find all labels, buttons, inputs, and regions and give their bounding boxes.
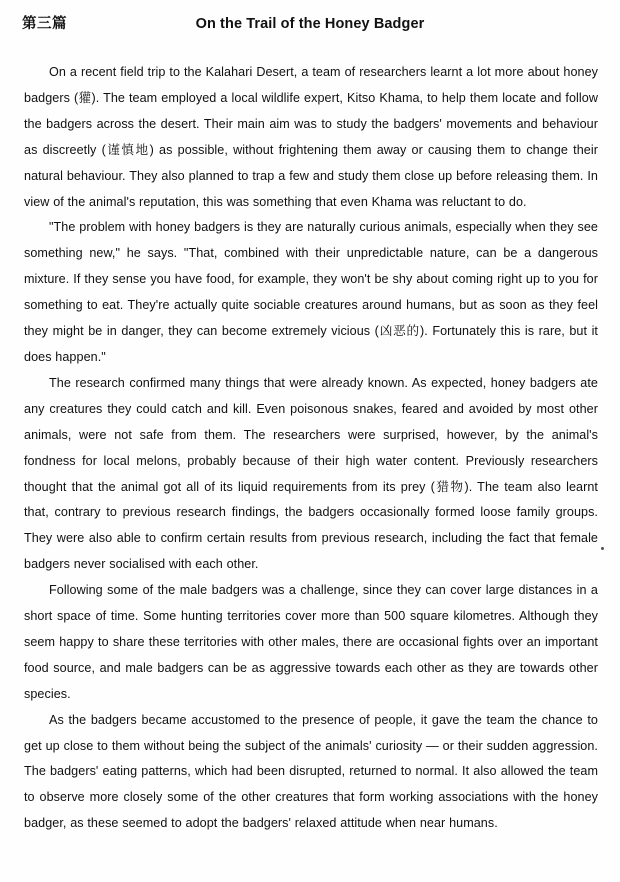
section-label: 第三篇 [22, 16, 67, 32]
paragraph: Following some of the male badgers was a challenge, since they can cover large distances in a short space of time. Some hunting territories cover more than 500 square kilometres. Although they seem happy to share these territories with other males, there are occasional fights over an important food source, and male badgers can be as aggressive towards each other as they are towards other species. [24, 583, 598, 701]
scan-artifact-speck [601, 547, 604, 550]
article-body [24, 60, 598, 837]
page-title: On the Trail of the Honey Badger [195, 16, 425, 32]
paragraph: "The problem with honey badgers is they are naturally curious animals, especially when they see something new," he says. "That, combined with their unpredictable nature, can be a dangerous mixture. If they sense you have food, for example, they won't be shy about coming right up to you for something to eat. They're actually quite sociable creatures around humans, but as soon as they feel they might be in danger, they can become extremely vicious (凶恶的). Fortunately this is rare, but it does happen." [24, 220, 598, 364]
page-header [0, 14, 620, 40]
paragraph: On a recent field trip to the Kalahari Desert, a team of researchers learnt a lot more about honey badgers (獾). The team employed a local wildlife expert, Kitso Khama, to help them locate and follow the badgers across the desert. Their main aim was to study the badgers' movements and behaviour as discreetly (谨慎地) as possible, without frightening them away or causing them to change their natural behaviour. They also planned to trap a few and study them close up before releasing them. In view of the animal's reputation, this was something that even Khama was reluctant to do. [24, 65, 598, 209]
paragraph: As the badgers became accustomed to the presence of people, it gave the team the chance to get up close to them without being the subject of the animals' curiosity — or their sudden aggression. The badgers' eating patterns, which had been disrupted, returned to normal. It also allowed the team to observe more closely some of the other creatures that form working associations with the honey badger, as these seemed to adopt the badgers' relaxed attitude when near humans. [24, 712, 598, 831]
paragraph: The research confirmed many things that were already known. As expected, honey badgers ate any creatures they could catch and kill. Even poisonous snakes, feared and avoided by most other animals, were not safe from them. The researchers were surprised, however, by the animal's fondness for local melons, probably because of their high water content. Previously researchers thought that the animal got all of its liquid requirements from its prey (猎物). The team also learnt that, contrary to previous research findings, the badgers occasionally formed loose family groups. They were also able to confirm certain results from previous research, including the fact that female badgers never socialised with each other. [24, 375, 598, 572]
